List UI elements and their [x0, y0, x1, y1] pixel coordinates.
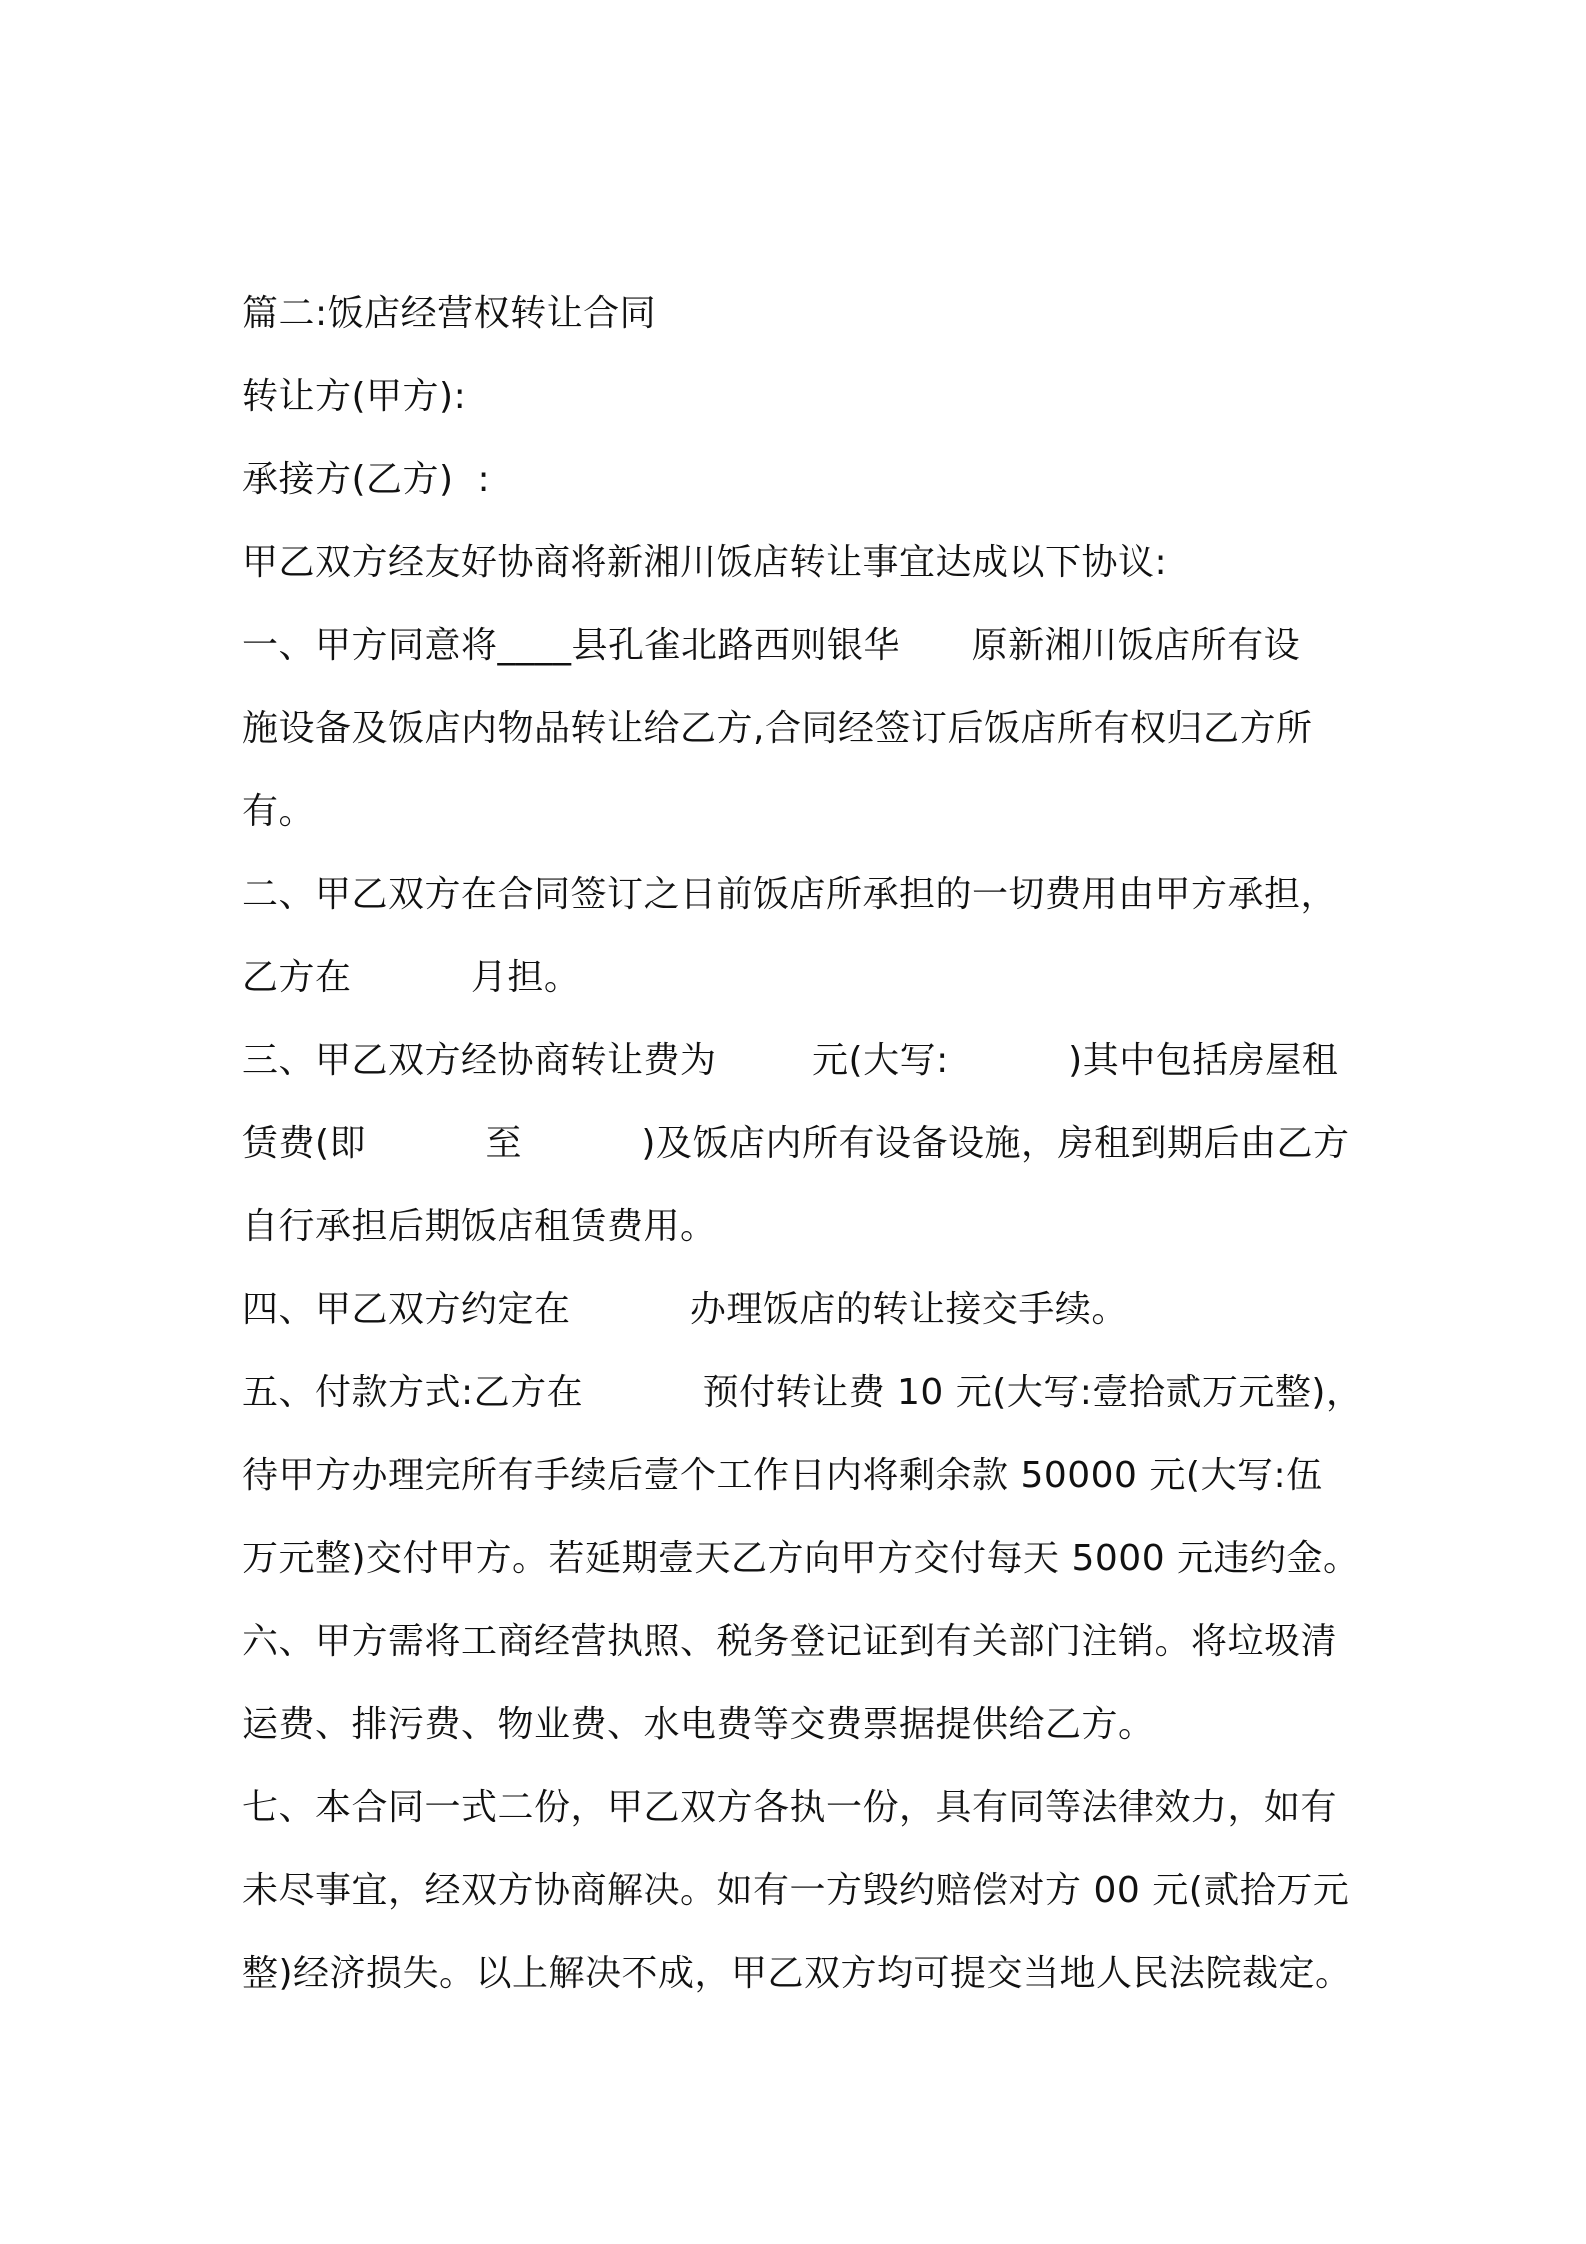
clause-7-line-2: 未尽事宜，经双方协商解决。如有一方毁约赔偿对方 00 元(贰拾万元 — [242, 1870, 1350, 1911]
clause-5-line-2: 待甲方办理完所有手续后壹个工作日内将剩余款 50000 元(大写:伍 — [242, 1455, 1323, 1496]
clause-3-line-1: 三、甲乙双方经协商转让费为 元(大写: )其中包括房屋租 — [242, 1040, 1339, 1081]
clause-3-line-2: 赁费(即 至 )及饭店内所有设备设施，房租到期后由乙方 — [242, 1123, 1350, 1164]
clause-6-line-1: 六、甲方需将工商经营执照、税务登记证到有关部门注销。将垃圾清 — [242, 1621, 1338, 1662]
clause-2-line-2: 乙方在 月担。 — [242, 957, 581, 998]
document-title: 篇二:饭店经营权转让合同 — [242, 293, 657, 334]
clause-7-line-3: 整)经济损失。以上解决不成，甲乙双方均可提交当地人民法院裁定。 — [242, 1953, 1352, 1994]
clause-1-line-3: 有。 — [242, 791, 316, 832]
clause-1-line-2: 施设备及饭店内物品转让给乙方,合同经签订后饭店所有权归乙方所 — [242, 708, 1313, 749]
preamble-line: 甲乙双方经友好协商将新湘川饭店转让事宜达成以下协议: — [242, 542, 1168, 583]
clause-3-line-3: 自行承担后期饭店租赁费用。 — [242, 1206, 717, 1247]
transferee-line: 承接方(乙方) : — [242, 459, 491, 500]
clause-6-line-2: 运费、排污费、物业费、水电费等交费票据提供给乙方。 — [242, 1704, 1155, 1745]
transferor-line: 转让方(甲方): — [242, 376, 467, 417]
clause-2-line-1: 二、甲乙双方在合同签订之日前饭店所承担的一切费用由甲方承担， — [242, 874, 1338, 915]
clause-5-line-1: 五、付款方式:乙方在 预付转让费 10 元(大写:壹拾贰万元整)， — [242, 1372, 1363, 1413]
clause-5-line-3: 万元整)交付甲方。若延期壹天乙方向甲方交付每天 5000 元违约金。 — [242, 1538, 1360, 1579]
clause-1-line-1: 一、甲方同意将____县孔雀北路西则银华 原新湘川饭店所有设 — [242, 625, 1301, 666]
clause-4-line-1: 四、甲乙双方约定在 办理饭店的转让接交手续。 — [242, 1289, 1128, 1330]
clause-7-line-1: 七、本合同一式二份，甲乙双方各执一份，具有同等法律效力，如有 — [242, 1787, 1338, 1828]
